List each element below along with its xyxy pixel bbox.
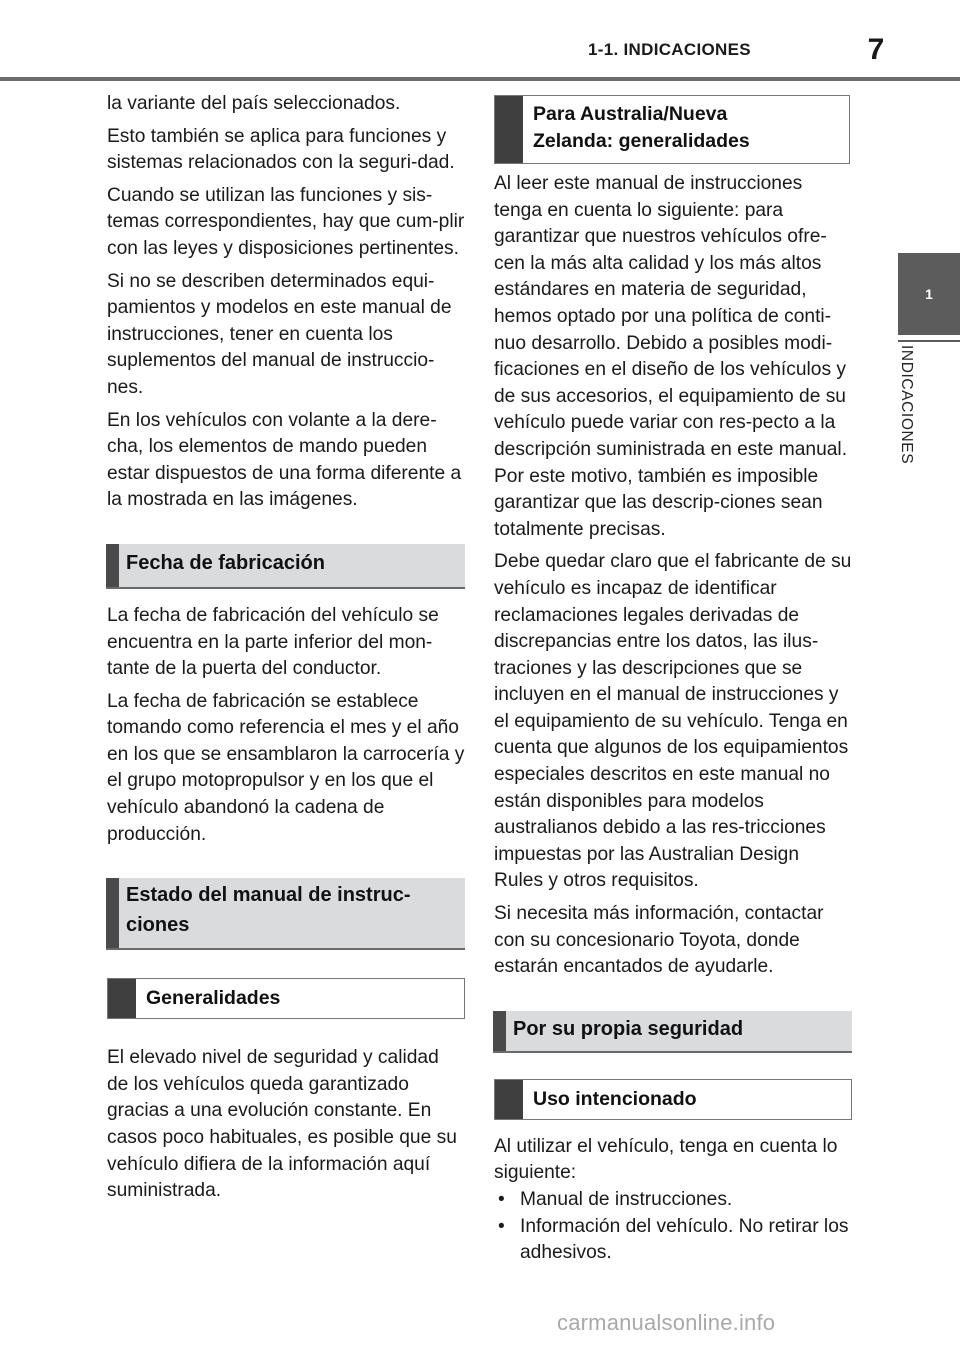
subsection-heading-text: Para Australia/Nueva Zelanda: generalidades [533, 103, 750, 152]
side-chapter-tab [898, 253, 960, 335]
heading-bar [108, 979, 136, 1018]
subsection-heading-text: Uso intencionado [533, 1087, 697, 1110]
section-heading-seguridad [493, 1011, 852, 1053]
section-heading-text: Fecha de fabricación [126, 551, 325, 574]
subsection-heading-australia [494, 95, 850, 164]
paragraph: Si necesita más información, contactar con su concesionario Toyota, donde estarán encantados de ayudarle. [494, 903, 824, 978]
list-item: • Información del vehículo. No retirar los adhesivos. [494, 1214, 852, 1267]
section-heading-estado [106, 878, 465, 950]
page-number: 7 [867, 33, 885, 66]
header-rule [0, 77, 960, 81]
left-column [107, 91, 465, 1211]
paragraph: Si no se describen determinados equi-pamientos y modelos en este manual de instrucciones, tener en cuenta los suplementos del manual de instruccio-nes. [107, 270, 452, 398]
section-heading-fecha [106, 544, 465, 589]
heading-bar [106, 544, 119, 587]
side-chapter-label-wrap [897, 345, 937, 485]
bullet-list [494, 1187, 852, 1267]
subsection-heading-generalidades [107, 978, 465, 1019]
side-tab-rule [898, 340, 960, 342]
paragraph: En los vehículos con volante a la dere-cha, los elementos de mando pueden estar dispuestos de una forma diferente a la mostrada en las imágenes. [107, 409, 462, 511]
heading-bar [495, 96, 523, 163]
section-heading-text: Por su propia seguridad [513, 1017, 744, 1040]
paragraph: Al leer este manual de instrucciones tenga en cuenta lo siguiente: para garantizar que nuestros vehículos ofre-cen la más alta calidad y los más altos estándares en materia de seguridad, hemos optado por una política de conti-nuo desarrollo. Debido a posibles modi-ficaciones en el diseño de los vehículos y de sus accesorios, el equipamiento de su vehículo puede variar con res-pecto a la descripción suministrada en este manual. Por este motivo, también es imposible garantizar que las descrip-ciones sean totalmente precisas. [494, 173, 848, 540]
paragraph: Debe quedar claro que el fabricante de su vehículo es incapaz de identificar reclamaciones legales derivadas de discrepancias entre los datos, las ilus-traciones y las descripciones que se incluyen en el manual de instrucciones y el equipamiento de su vehículo. Tenga en cuenta que algunos de los equipamientos especiales descritos en este manual no están disponibles para modelos australianos debido a las res-tricciones impuestas por las Australian Design Rules y otros requisitos. [494, 551, 852, 892]
header-section-title: 1-1. INDICACIONES [588, 40, 751, 59]
side-chapter-number: 1 [925, 286, 933, 302]
heading-bar [495, 1080, 523, 1119]
right-column [494, 171, 852, 1267]
heading-bar [106, 878, 119, 948]
paragraph: La fecha de fabricación del vehículo se encuentra en la parte inferior del mon-tante de la puerta del conductor. [107, 604, 439, 680]
watermark: carmanualsonline.info [557, 1310, 776, 1335]
paragraph: la variante del país seleccionados. [107, 93, 401, 114]
paragraph: La fecha de fabricación se establece tomando como referencia el mes y el año en los que se ensamblaron la carrocería y el grupo motopropulsor y en los que el vehículo abandonó la cadena de producción. [107, 690, 465, 845]
side-chapter-label: INDICACIONES [898, 345, 915, 465]
paragraph: Cuando se utilizan las funciones y sis-temas correspondientes, hay que cum-plir con las leyes y disposiciones pertinentes. [107, 184, 465, 259]
paragraph: Al utilizar el vehículo, tenga en cuenta lo siguiente: [494, 1135, 838, 1184]
section-heading-text: Estado del manual de instruc-ciones [126, 884, 411, 937]
list-item: • Manual de instrucciones. [494, 1187, 852, 1214]
paragraph: El elevado nivel de seguridad y calidad de los vehículos queda garantizado gracias a una evolución constante. En casos poco habituales, es posible que su vehículo difiera de la información aquí suministrada. [107, 1047, 457, 1202]
heading-bar [493, 1011, 506, 1051]
subsection-heading-uso [494, 1079, 852, 1120]
subsection-heading-text: Generalidades [146, 987, 281, 1010]
paragraph: Esto también se aplica para funciones y sistemas relacionados con la seguri-dad. [107, 125, 455, 174]
